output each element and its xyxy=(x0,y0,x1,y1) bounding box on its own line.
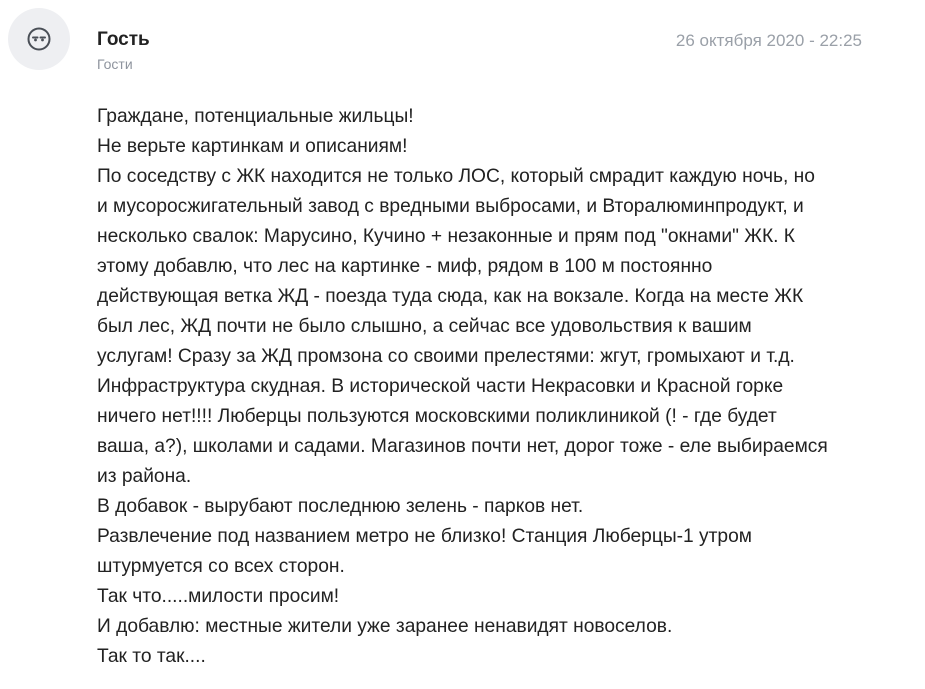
comment-line: И добавлю: местные жители уже заранее ненавидят новоселов. xyxy=(97,616,673,637)
avatar[interactable] xyxy=(8,8,70,70)
comment-line: В добавок - вырубают последнюю зелень - парков нет. xyxy=(97,496,584,517)
comment-line: несколько свалок: Марусино, Кучино + незаконные и прям под "окнами" ЖК. К xyxy=(97,226,795,247)
comment-line: Так то так.... xyxy=(97,646,206,667)
comment-timestamp: 26 октября 2020 - 22:25 xyxy=(675,31,862,50)
comment-line: штурмуется со всех сторон. xyxy=(97,556,345,577)
comment-line: ничего нет!!!! Люберцы пользуются московскими поликлиникой (! - где будет xyxy=(97,406,777,427)
author-group: Гости xyxy=(97,56,133,72)
comment-line: Граждане, потенциальные жильцы! xyxy=(97,106,414,127)
comment-line: ваша, а?), школами и садами. Магазинов почти нет, дорог тоже - еле выбираемся xyxy=(97,436,828,457)
guest-face-icon xyxy=(26,26,52,52)
comment-line: По соседству с ЖК находится не только ЛОС, который смрадит каждую ночь, но xyxy=(97,166,815,187)
author-name[interactable]: Гость xyxy=(97,29,150,50)
comment-line: Не верьте картинкам и описаниям! xyxy=(97,136,408,157)
comment-line: Так что.....милости просим! xyxy=(97,586,340,607)
comment-line: действующая ветка ЖД - поезда туда сюда, как на вокзале. Когда на месте ЖК xyxy=(97,286,804,307)
comment-line: услугам! Сразу за ЖД промзона со своими прелестями: жгут, громыхают и т.д. xyxy=(97,346,795,367)
comment-line: Инфраструктура скудная. В исторической части Некрасовки и Красной горке xyxy=(97,376,784,397)
comment-line: из района. xyxy=(97,466,192,487)
comment-line: был лес, ЖД почти не было слышно, а сейчас все удовольствия к вашим xyxy=(97,316,752,337)
comment-line: и мусоросжигательный завод с вредными выбросами, и Вторалюминпродукт, и xyxy=(97,196,804,217)
comment-body xyxy=(97,102,897,672)
comment-line: Развлечение под названием метро не близко! Станция Люберцы-1 утром xyxy=(97,526,752,547)
comment-line: этому добавлю, что лес на картинке - миф, рядом в 100 м постоянно xyxy=(97,256,713,277)
